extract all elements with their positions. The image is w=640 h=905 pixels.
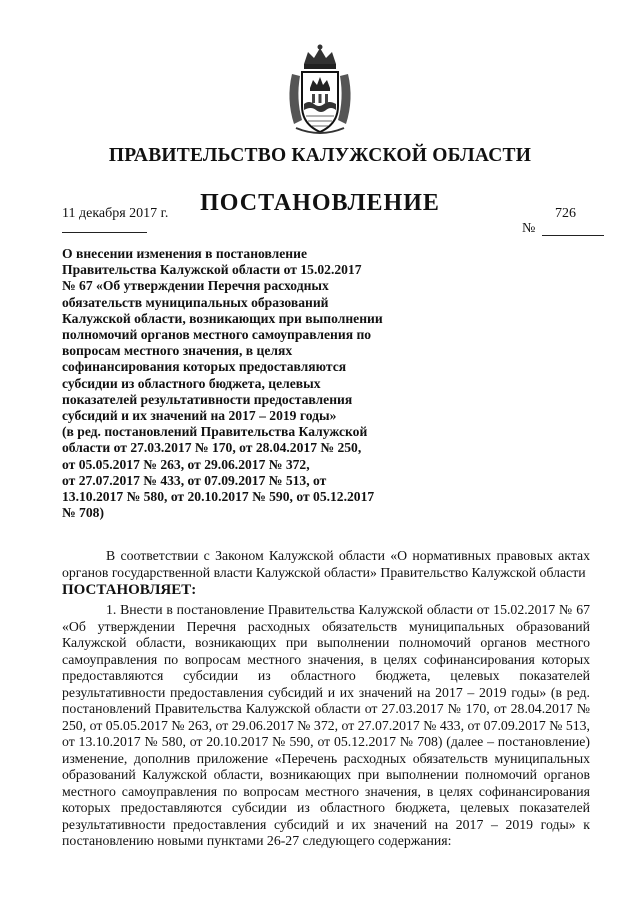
heading-line: Правительства Калужской области от 15.02.2017 — [62, 262, 362, 278]
heading-line: 13.10.2017 № 580, от 20.10.2017 № 590, от 05.12.2017 — [62, 489, 375, 505]
number-underline — [542, 235, 604, 236]
heading-line: (в ред. постановлений Правительства Калужской — [62, 424, 368, 440]
kaluga-coat-of-arms-icon — [282, 44, 358, 136]
decree-word: ПОСТАНОВЛЯЕТ: — [62, 582, 197, 598]
heading-line: субсидии из областного бюджета, целевых — [62, 375, 321, 391]
heading-line: области от 27.03.2017 № 170, от 28.04.2017 № 250, — [62, 440, 362, 456]
heading-line: полномочий органов местного самоуправления по — [62, 327, 372, 343]
heading-line: Калужской области, возникающих при выполнении — [62, 310, 383, 326]
heading-line: от 27.07.2017 № 433, от 07.09.2017 № 513, от — [62, 472, 327, 488]
document-heading — [62, 246, 400, 521]
clause-1-paragraph: 1. Внести в постановление Правительства Калужской области от 15.02.2017 № 67 «Об утверждении Перечня расходных обязательств муниципальных образований Калужской области, возникающих при выполнении полномочий органов местного самоуправления по вопросам местного значения, в целях софинансирования которых предоставляются субсидии из областного бюджета, целевых показателей результативности предоставления субсидий и их значений на 2017 – 2019 годы» (в ред. постановлений Правительства Калужской области от 27.03.2017 № 170, от 28.04.2017 № 250, от 05.05.2017 № 263, от 29.06.2017 № 372, от 27.07.2017 № 433, от 07.09.2017 № 513, от 13.10.2017 № 580, от 20.10.2017 № 590, от 05.12.2017 № 708) (далее – постановление) изменение, дополнив приложение «Перечень расходных обязательств муниципальных образований Калужской области, возникающих при выполнении полномочий органов местного самоуправления по вопросам местного значения, в целях софинансирования которых предоставляются субсидии из областного бюджета, целевых показателей результативности предоставления субсидий и их значений на 2017 – 2019 годы» к постановлению новыми пунктами 26-27 следующего содержания: — [62, 602, 590, 848]
date-underline — [62, 232, 147, 233]
heading-line: показателей результативности предоставления — [62, 391, 353, 407]
intro-paragraph: В соответствии с Законом Калужской области «О нормативных правовых актах органов государственной власти Калужской области» Правительство Калужской области — [62, 548, 590, 580]
heading-line: О внесении изменения в постановление — [62, 246, 308, 261]
government-title: ПРАВИТЕЛЬСТВО КАЛУЖСКОЙ ОБЛАСТИ — [108, 145, 532, 166]
heading-line: софинансирования которых предоставляются — [62, 359, 347, 375]
heading-line: от 05.05.2017 № 263, от 29.06.2017 № 372, — [62, 456, 310, 472]
document-number: 726 — [555, 206, 576, 221]
document-date: 11 декабря 2017 г. — [62, 206, 169, 221]
heading-line: № 708) — [62, 505, 104, 521]
heading-line: обязательств муниципальных образований — [62, 294, 329, 310]
number-label: № — [522, 221, 536, 236]
heading-line: субсидий и их значений на 2017 – 2019 годы» — [62, 408, 337, 424]
heading-line: № 67 «Об утверждении Перечня расходных — [62, 278, 329, 294]
heading-line: вопросам местного значения, в целях — [62, 343, 293, 359]
document-type: ПОСТАНОВЛЕНИЕ — [200, 190, 440, 216]
